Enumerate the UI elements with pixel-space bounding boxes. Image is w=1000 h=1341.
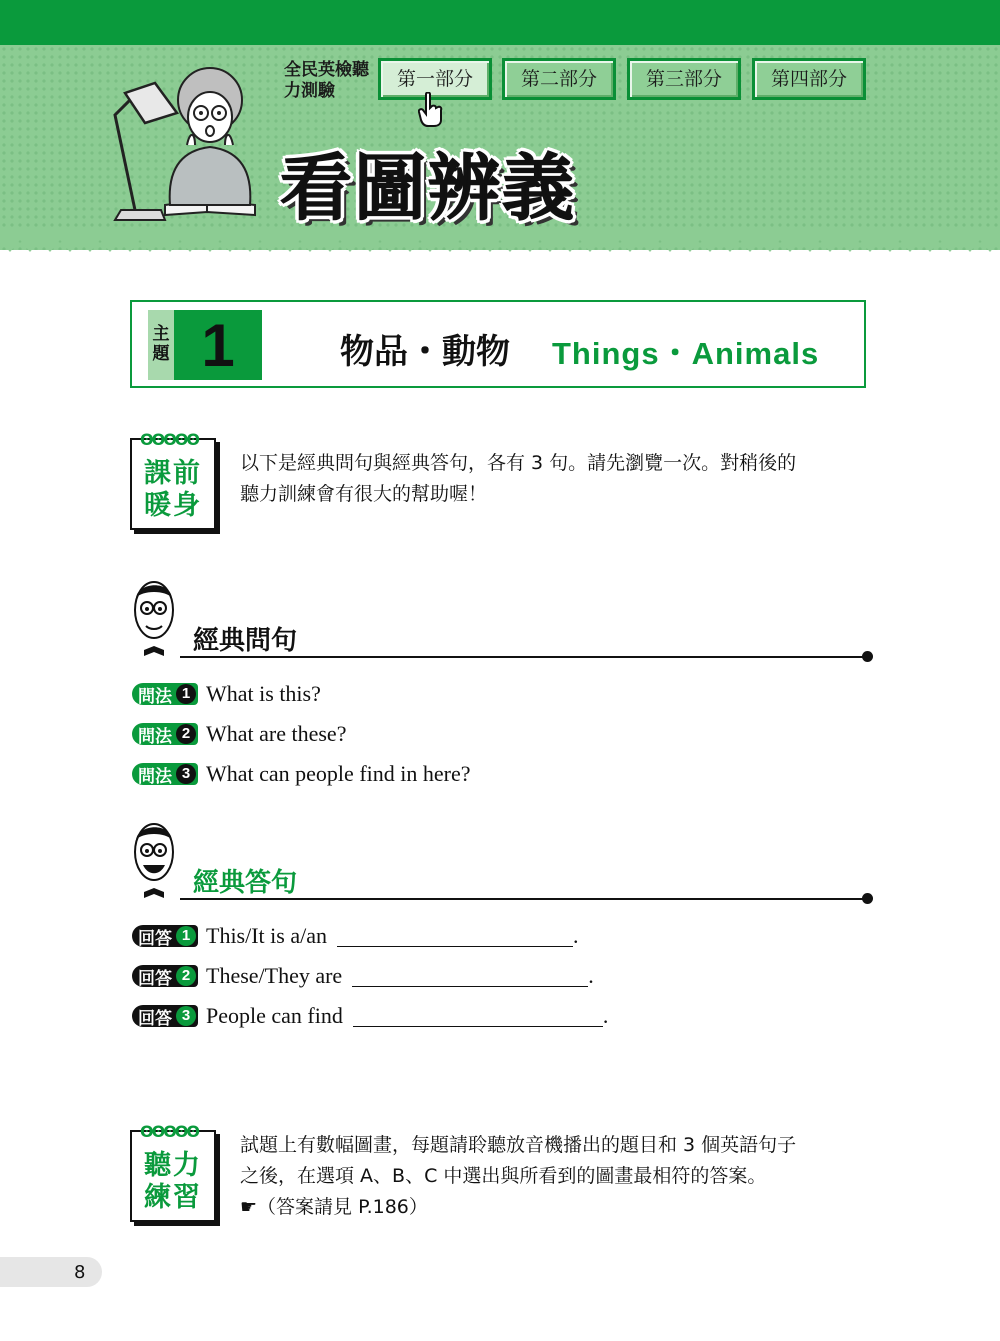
- question-text: What is this?: [206, 681, 321, 706]
- answer-row: [132, 1002, 608, 1030]
- question-text: What can people find in here?: [206, 761, 471, 786]
- answers-divider-dot: [862, 893, 873, 904]
- topic-number: 1: [174, 310, 262, 380]
- reading-woman-illustration: [95, 55, 270, 225]
- topic-title-english: Things・Animals: [552, 336, 820, 371]
- warmup-text-line: 聽力訓練會有很大的幫助喔！: [240, 483, 488, 505]
- topic-label: 主題: [148, 310, 174, 380]
- question-text: What are these?: [206, 721, 347, 746]
- man-face-icon: [128, 578, 180, 660]
- page-title: 看圖辨義: [280, 146, 577, 230]
- answer-end: .: [572, 923, 579, 948]
- question-number: 3: [176, 764, 196, 784]
- notepad-rings-icon: ʘʘʘʘʘ: [140, 430, 199, 449]
- question-row: [132, 720, 346, 748]
- answer-blank: [352, 966, 588, 987]
- answer-text: People can find: [206, 1003, 343, 1028]
- question-tag: 問法 2: [132, 723, 198, 745]
- tab-part-1[interactable]: 第一部分: [378, 58, 492, 100]
- smiling-man-face-icon: [128, 820, 180, 902]
- answer-number: 3: [176, 1006, 196, 1026]
- practice-text-line: 試題上有數幅圖畫，每題請聆聽放音機播出的題目和 3 個英語句子: [240, 1134, 797, 1156]
- practice-badge: [130, 1122, 216, 1222]
- topic-box: [130, 300, 866, 388]
- answers-divider: [180, 898, 868, 900]
- practice-badge-text: 聽力練習: [144, 1150, 202, 1213]
- answer-end: .: [602, 1003, 609, 1028]
- question-number: 1: [176, 684, 196, 704]
- question-tag: 問法 3: [132, 763, 198, 785]
- answer-tag: 回答 2: [132, 965, 198, 987]
- answer-end: .: [588, 963, 594, 988]
- question-tag: 問法 1: [132, 683, 198, 705]
- answer-row: [132, 962, 594, 990]
- questions-divider: [180, 656, 868, 658]
- question-number: 2: [176, 724, 196, 744]
- notepad-rings-icon: ʘʘʘʘʘ: [140, 1122, 199, 1141]
- series-label: 全民英檢聽力測驗: [284, 60, 369, 101]
- topic-title-chinese: 物品・動物: [340, 332, 510, 372]
- warmup-text-line: 以下是經典問句與經典答句，各有 3 句。請先瀏覽一次。對稍後的: [240, 452, 797, 474]
- header-zigzag-edge: [0, 230, 1000, 260]
- answer-row: [132, 922, 578, 950]
- answer-number: 2: [176, 966, 196, 986]
- warmup-badge-text: 課前暖身: [144, 458, 202, 521]
- question-row: [132, 760, 470, 788]
- practice-text-line: 之後，在選項 A、B、C 中選出與所看到的圖畫最相符的答案。: [240, 1165, 767, 1187]
- page-number-tab: [0, 1257, 102, 1287]
- warmup-text: [240, 448, 870, 510]
- answer-number: 1: [176, 926, 196, 946]
- answer-text: This/It is a/an: [206, 923, 327, 948]
- tab-part-2[interactable]: 第二部分: [502, 58, 616, 100]
- questions-divider-dot: [862, 651, 873, 662]
- answer-blank: [353, 1006, 603, 1027]
- answer-blank: [337, 926, 573, 947]
- questions-section-title: 經典問句: [193, 626, 298, 656]
- hand-cursor-icon: [418, 92, 444, 128]
- answer-tag: 回答 1: [132, 925, 198, 947]
- answers-section-title: 經典答句: [193, 868, 298, 898]
- top-bar: [0, 0, 1000, 45]
- answer-reference: ☛（答案請見 P.186）: [240, 1196, 428, 1218]
- page-number: 8: [74, 1262, 86, 1283]
- practice-text: [240, 1130, 880, 1223]
- answer-tag: 回答 3: [132, 1005, 198, 1027]
- answer-text: These/They are: [206, 963, 343, 988]
- tab-part-4[interactable]: 第四部分: [752, 58, 866, 100]
- tab-part-3[interactable]: 第三部分: [627, 58, 741, 100]
- warmup-badge: [130, 430, 216, 530]
- question-row: [132, 680, 321, 708]
